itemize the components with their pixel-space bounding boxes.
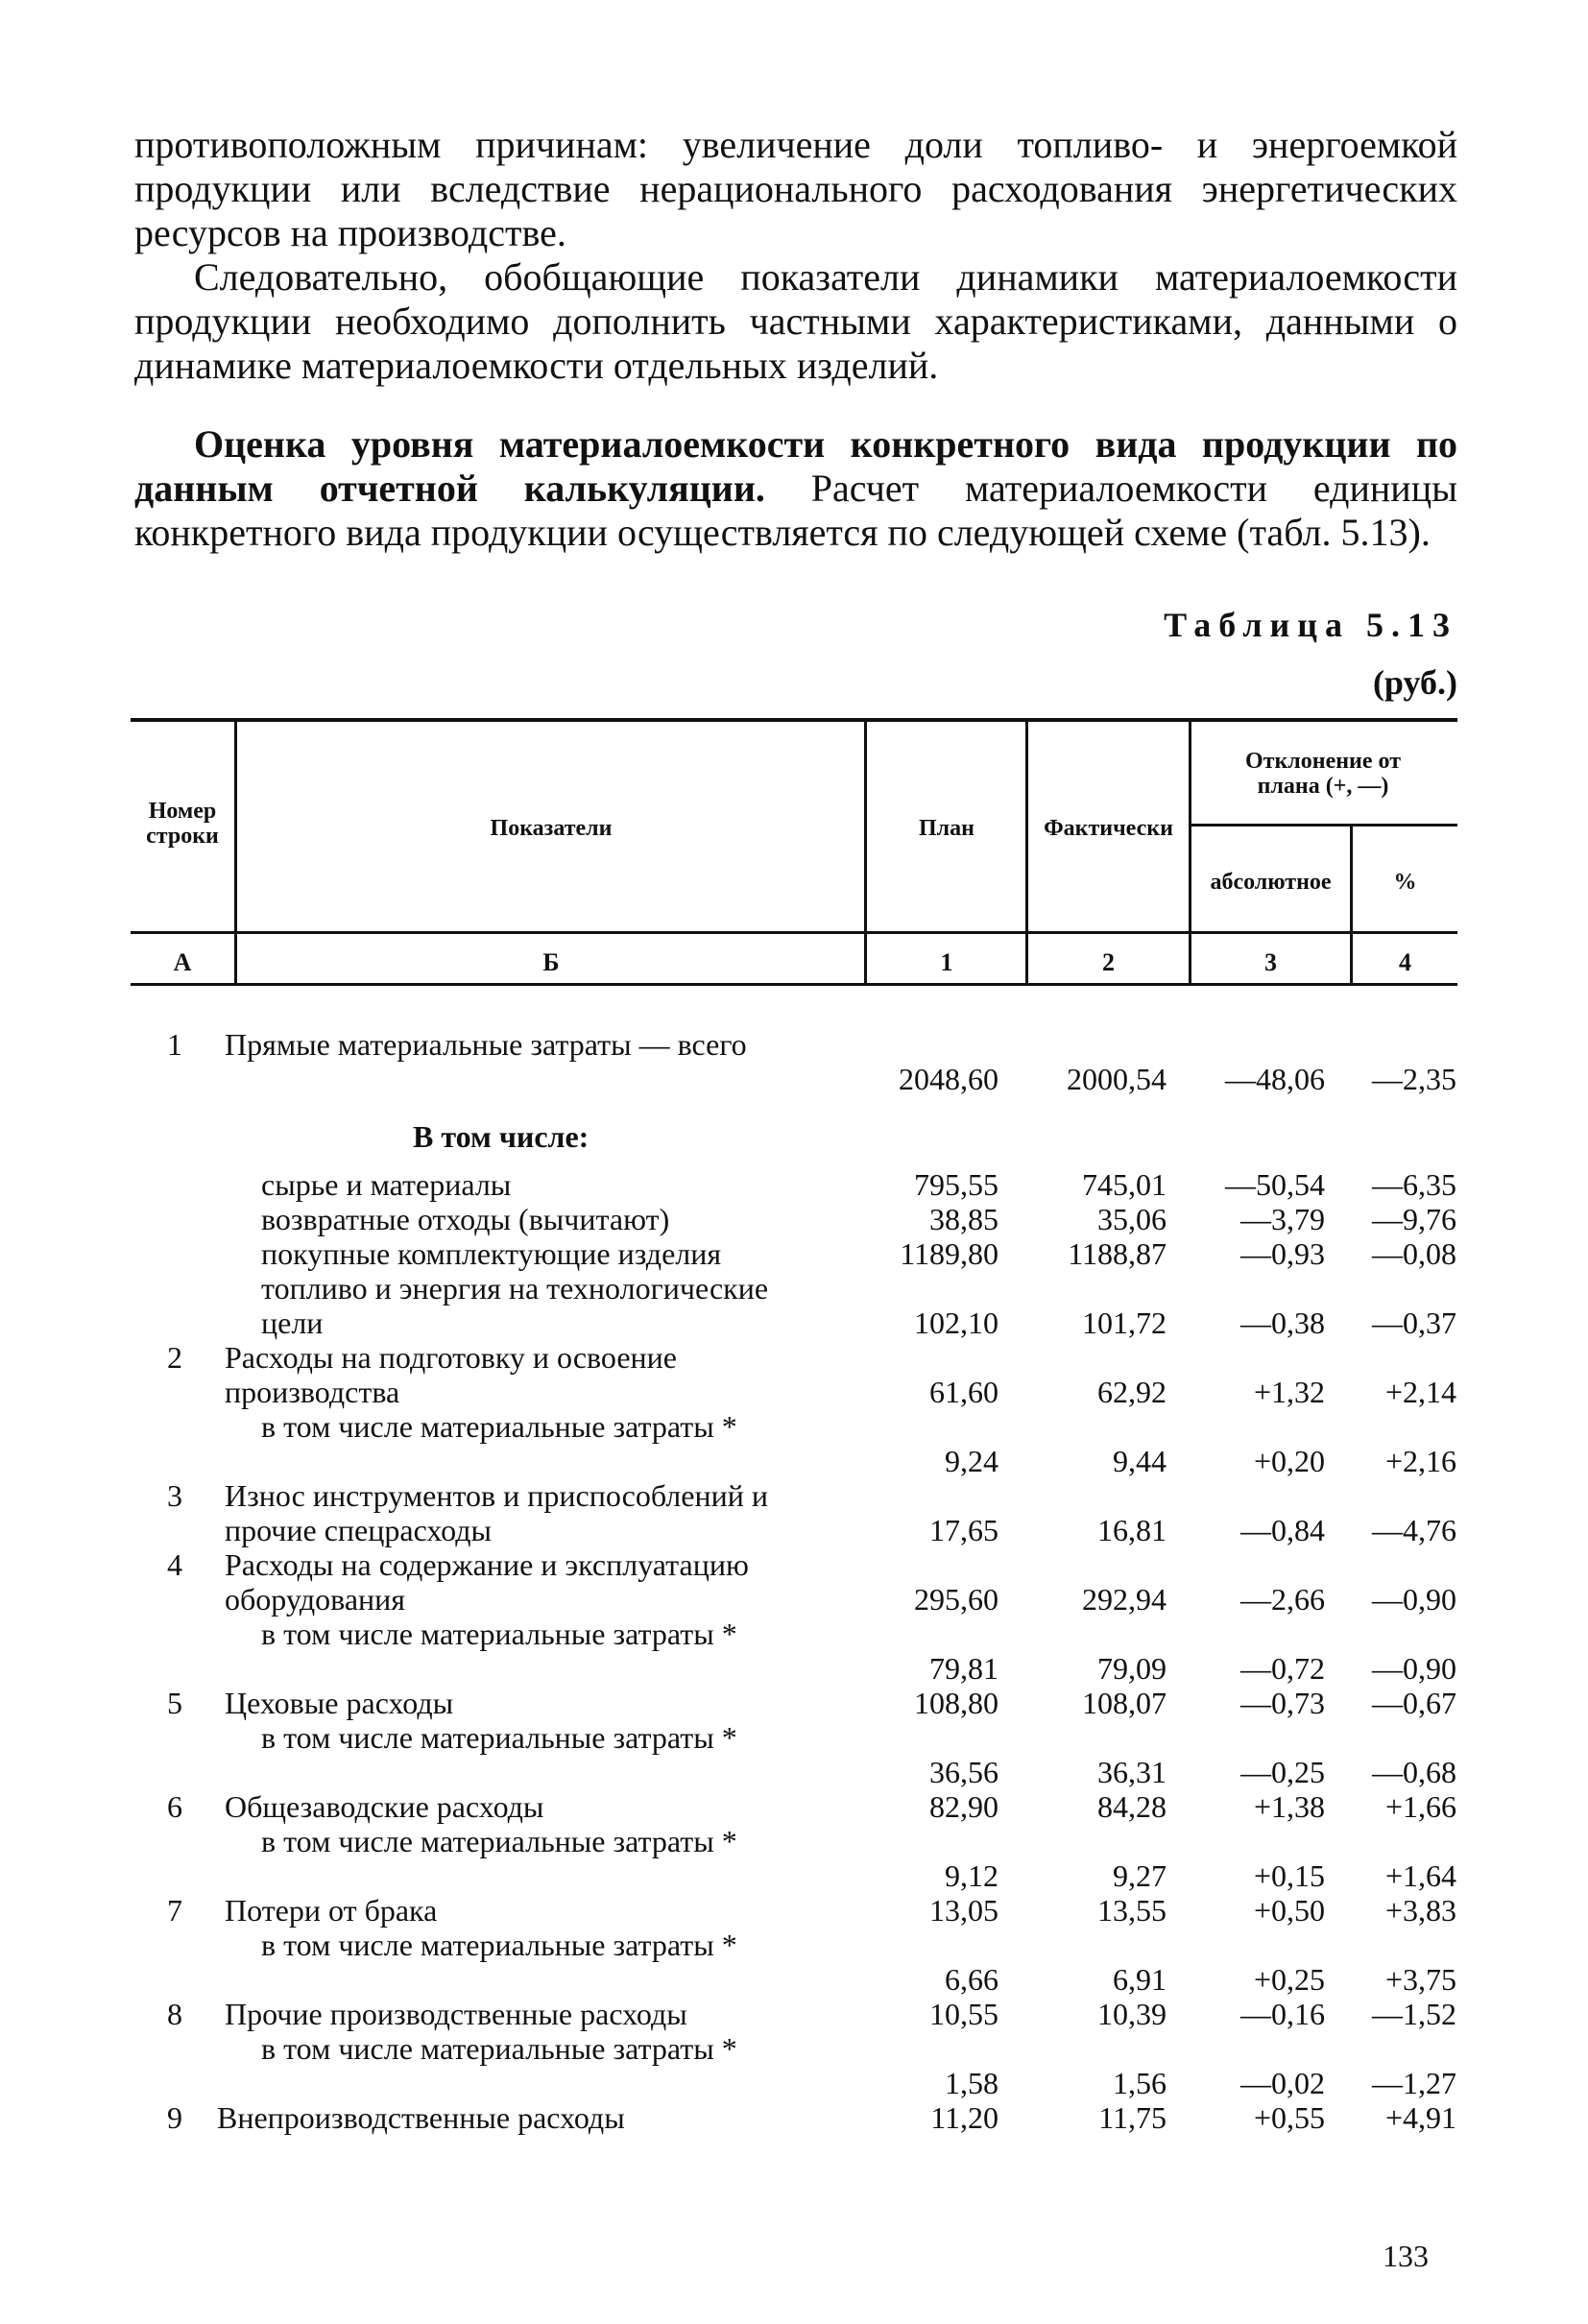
row-number: 2 <box>167 1340 182 1375</box>
cell-actual: 2000,54 <box>1067 1062 1167 1096</box>
cell-actual: 79,09 <box>1097 1651 1167 1686</box>
row-number: 5 <box>167 1686 182 1720</box>
cell-pct: +2,16 <box>1384 1444 1456 1478</box>
paragraph-1: противоположным причинам: увеличение доли топливо- и энергоемкой продукции или вследствие нерационального расходования энергетических ресурсов на производстве. <box>134 123 1457 254</box>
cell-pct: +1,64 <box>1384 1858 1456 1893</box>
deviation-subheader-rule <box>1191 824 1457 827</box>
cell-abs: —0,02 <box>1240 2066 1325 2100</box>
row-label: в том числе материальные затраты * <box>261 1409 737 1444</box>
header-percent: % <box>1393 870 1417 895</box>
cell-plan: 295,60 <box>914 1582 999 1617</box>
header-row-number: Номер строки <box>146 799 219 849</box>
row-number: 3 <box>167 1478 182 1513</box>
cell-pct: —1,27 <box>1372 2066 1456 2100</box>
cell-actual: 9,44 <box>1113 1444 1167 1478</box>
cell-abs: +1,38 <box>1253 1789 1325 1824</box>
cell-actual: 108,07 <box>1082 1686 1167 1720</box>
cell-abs: —0,73 <box>1240 1686 1325 1720</box>
col-letter-b: Б <box>542 948 560 976</box>
cell-plan: 11,20 <box>930 2100 999 2135</box>
cell-actual: 101,72 <box>1082 1306 1167 1340</box>
header-bottom-rule <box>131 931 1457 934</box>
cell-pct: —0,37 <box>1372 1306 1456 1340</box>
table-top-rule <box>131 718 1457 722</box>
cell-pct: +3,83 <box>1384 1893 1456 1928</box>
col-number-2: 2 <box>1102 948 1115 976</box>
cell-pct: +4,91 <box>1384 2100 1456 2135</box>
col-divider-b <box>864 722 867 983</box>
row-label: возвратные отходы (вычитают) <box>261 1202 670 1236</box>
cell-abs: —0,38 <box>1240 1306 1325 1340</box>
row-label: Прямые материальные затраты — всего <box>225 1027 747 1062</box>
cell-actual: 36,31 <box>1097 1755 1167 1789</box>
cell-plan: 102,10 <box>914 1306 999 1340</box>
cell-actual: 84,28 <box>1097 1789 1167 1824</box>
cell-plan: 17,65 <box>929 1513 999 1547</box>
row-label: Прочие производственные расходы <box>225 1997 687 2031</box>
row-label: Расходы на содержание и эксплуатацию оборудования <box>225 1547 749 1617</box>
cell-plan: 36,56 <box>929 1755 999 1789</box>
cell-actual: 9,27 <box>1113 1858 1167 1893</box>
cell-actual: 1188,87 <box>1068 1236 1167 1271</box>
cell-plan: 1,58 <box>945 2066 999 2100</box>
cell-pct: —0,90 <box>1372 1582 1456 1617</box>
row-label: покупные комплектующие изделия <box>261 1236 722 1271</box>
cell-abs: —0,84 <box>1240 1513 1325 1547</box>
row-label: в том числе материальные затраты * <box>261 2031 737 2066</box>
col-letter-a: А <box>173 948 192 976</box>
cell-plan: 82,90 <box>929 1789 999 1824</box>
cell-actual: 62,92 <box>1097 1375 1167 1409</box>
col-number-3: 3 <box>1264 948 1277 976</box>
cell-abs: +0,55 <box>1253 2100 1325 2135</box>
header-indicators: Показатели <box>490 816 613 841</box>
col-number-4: 4 <box>1399 948 1411 976</box>
cell-pct: +1,66 <box>1384 1789 1456 1824</box>
cell-abs: +0,25 <box>1253 1962 1325 1997</box>
cell-plan: 9,24 <box>945 1444 999 1478</box>
table-unit: (руб.) <box>1372 663 1457 702</box>
cell-plan: 1189,80 <box>900 1236 999 1271</box>
cell-pct: +2,14 <box>1384 1375 1456 1409</box>
header-plan: План <box>919 816 974 841</box>
header-actual: Фактически <box>1044 816 1173 841</box>
cell-plan: 13,05 <box>929 1893 999 1928</box>
row-label: Цеховые расходы <box>225 1686 454 1720</box>
cell-abs: +0,50 <box>1253 1893 1325 1928</box>
cell-pct: —0,68 <box>1372 1755 1456 1789</box>
cell-abs: —0,93 <box>1240 1236 1325 1271</box>
row-number: 7 <box>167 1893 182 1928</box>
cell-plan: 9,12 <box>945 1858 999 1893</box>
cell-pct: +3,75 <box>1384 1962 1456 1997</box>
cell-pct: —1,52 <box>1372 1997 1456 2031</box>
cell-abs: —3,79 <box>1240 1202 1325 1236</box>
cell-plan: 61,60 <box>929 1375 999 1409</box>
cell-plan: 2048,60 <box>899 1062 999 1096</box>
row-label: Расходы на подготовку и освоение производства <box>225 1340 677 1409</box>
cell-pct: —9,76 <box>1372 1202 1456 1236</box>
col-divider-2 <box>1189 722 1191 983</box>
cell-actual: 10,39 <box>1097 1997 1167 2031</box>
row-label: в том числе материальные затраты * <box>261 1824 737 1858</box>
row-number: 1 <box>167 1027 182 1062</box>
paragraph-3-body: Расчет материалоемкости единицы конкретного вида продукции осуществляется по следующей схеме (табл. 5.13). <box>134 467 1457 554</box>
row-number: 9 <box>167 2100 182 2135</box>
cell-pct: —4,76 <box>1372 1513 1456 1547</box>
row-label: в том числе материальные затраты * <box>261 1720 737 1755</box>
cell-pct: —0,08 <box>1372 1236 1456 1271</box>
paragraph-3-heading: Оценка уровня материалоемкости конкретного вида продукции по данным отчетной калькуляции. <box>134 422 1457 510</box>
paragraph-2: Следовательно, обобщающие показатели динамики материалоемкости продукции необходимо дополнить частными характеристиками, данными о динамике материалоемкости отдельных изделий. <box>134 255 1457 387</box>
col-divider-a <box>234 722 237 983</box>
row-number: 8 <box>167 1997 182 2031</box>
cell-plan: 6,66 <box>945 1962 999 1997</box>
row-label: Общезаводские расходы <box>225 1789 544 1824</box>
row-label-subheading: В том числе: <box>413 1119 589 1154</box>
row-label: сырье и материалы <box>261 1167 512 1202</box>
cell-actual: 13,55 <box>1097 1893 1167 1928</box>
row-label: топливо и энергия на технологические цели <box>261 1271 769 1340</box>
cell-actual: 35,06 <box>1097 1202 1167 1236</box>
cell-plan: 38,85 <box>929 1202 999 1236</box>
cell-abs: +1,32 <box>1253 1375 1325 1409</box>
cell-pct: —0,90 <box>1372 1651 1456 1686</box>
cell-abs: +0,15 <box>1253 1858 1325 1893</box>
row-number: 4 <box>167 1547 182 1582</box>
cell-plan: 10,55 <box>929 1997 999 2031</box>
col-divider-1 <box>1025 722 1028 983</box>
cell-actual: 1,56 <box>1113 2066 1167 2100</box>
row-label: Потери от брака <box>225 1893 438 1928</box>
row-label: Внепроизводственные расходы <box>217 2100 625 2135</box>
cell-actual: 11,75 <box>1098 2100 1167 2135</box>
cell-pct: —0,67 <box>1372 1686 1456 1720</box>
cell-pct: —6,35 <box>1372 1167 1456 1202</box>
cell-actual: 745,01 <box>1082 1167 1167 1202</box>
cell-abs: —0,16 <box>1240 1997 1325 2031</box>
paragraph-3 <box>134 422 1457 555</box>
cell-abs: —48,06 <box>1225 1062 1325 1096</box>
page-number: 133 <box>1383 2239 1429 2273</box>
col-number-1: 1 <box>940 948 953 976</box>
cell-plan: 79,81 <box>929 1651 999 1686</box>
table-caption: Таблица 5.13 <box>1164 606 1457 644</box>
cell-abs: —2,66 <box>1240 1582 1325 1617</box>
cell-actual: 16,81 <box>1097 1513 1167 1547</box>
cell-abs: —50,54 <box>1225 1167 1325 1202</box>
header-deviation: Отклонение от плана (+, —) <box>1244 749 1401 799</box>
cell-actual: 6,91 <box>1113 1962 1167 1997</box>
row-label: в том числе материальные затраты * <box>261 1928 737 1962</box>
cell-abs: —0,72 <box>1240 1651 1325 1686</box>
cell-abs: +0,20 <box>1253 1444 1325 1478</box>
row-label: Износ инструментов и приспособлений и прочие спецрасходы <box>225 1478 768 1547</box>
row-number: 6 <box>167 1789 182 1824</box>
cell-abs: —0,25 <box>1240 1755 1325 1789</box>
cell-plan: 795,55 <box>914 1167 999 1202</box>
header-absolute: абсолютное <box>1210 870 1332 895</box>
cell-actual: 292,94 <box>1082 1582 1167 1617</box>
cell-pct: —2,35 <box>1372 1062 1456 1096</box>
cell-plan: 108,80 <box>914 1686 999 1720</box>
column-number-rule <box>131 983 1457 986</box>
row-label: в том числе материальные затраты * <box>261 1617 737 1651</box>
